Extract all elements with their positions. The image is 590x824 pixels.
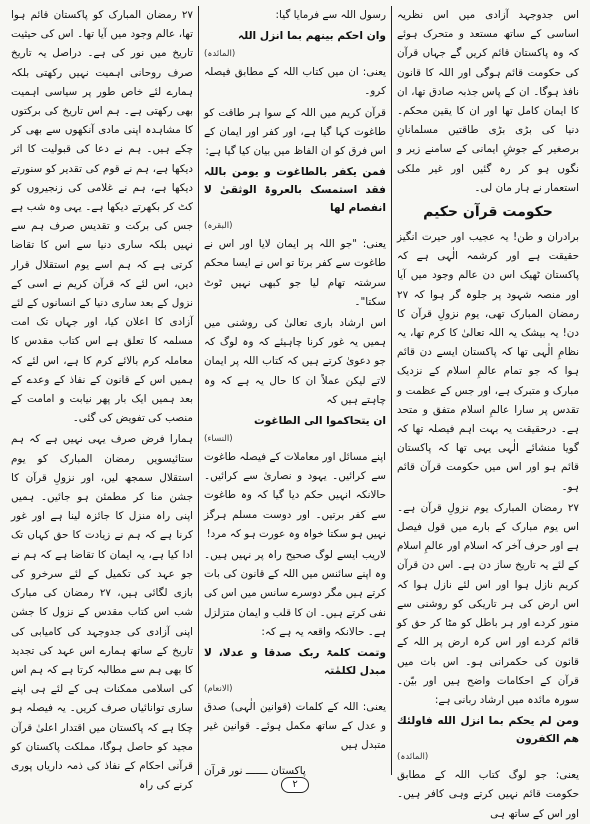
paragraph: قرآن کریم میں اللہ کے سوا ہر طاقت کو طاغوت کہا گیا ہے، اور کفر اور ایمان کے اس فرق کو ان الفاظ میں بیان کیا گیا ہے: (204, 106, 386, 158)
paragraph: اپنے مسائل اور معاملات کے فیصلہ طاغوت سے کرائیں۔ یہود و نصاریٰ سے کرائیں۔ حالانکہ انہیں حکم دیا گیا کہ وہ طاغوت سے کفر برتیں۔ اور دوست مسلم ہرگز نہیں ہو سکتا خواہ وہ عورت ہو کہ مرد! (204, 451, 386, 540)
verse-reference: (المائدہ) (397, 752, 429, 763)
text-columns (6, 6, 584, 820)
quran-verse: ومن لم يحكم بما انزل الله فاولئك هم الكفرون (397, 715, 579, 746)
paragraph: یعنی: اللہ کے کلمات (قوانین الٰہی) صدق و عدل کے ساتھ مکمل ہوئے۔ قوانین غیر متبدل ہیں (204, 701, 386, 752)
paragraph: یعنی: ان میں کتاب اللہ کے مطابق فیصلہ کرو۔ (204, 66, 386, 98)
paragraph: ہمارا فرض صرف یہی نہیں ہے کہ ہم ستائیسویں رمضان المبارک کو یوم استقلال سمجھ لیں، اور نزولِ قرآن کا جشن منا کر مطمئن ہو جائیں۔ ہمیں اپنی راہ منزل کا جائزہ لینا ہے اور غور کرنا ہے کہ ہم نے زیادت کا حق کہاں تک ادا کیا ہے، یہ ایمان کا تقاضا ہے کہ ہم نے جو عہد کی تکمیل کے لئے سرخرو کی بازی لگائی ہیں، ۲۷ رمضان کی مبارک شب اس کتاب مقدس کے نزول کا جشن اپنی آزادی کی جدوجہد کی کامیابی کی تاریخ کے ساتھ ہمارے اس عہد کی تجدید کا بھی ہم سے مطالبہ کرتا ہے کہ ہم اس کی اسلامی ممکنات ہی کے لئے ہی اپنے ساری توانائیاں صرف کریں۔ یہ فیصلہ ہو چکا ہے کہ پاکستان میں اقتدار اعلیٰ قرآن مجید کو حاصل ہوگا، مملکت پاکستان کو قرآنی احکام کے نفاذ کی ذمہ داریاں پوری کرنے کی راہ (11, 433, 193, 792)
paragraph: برادران و طن! یہ عجیب اور حیرت انگیز حقیقت ہے اور کرشمہ الٰہی ہے کہ پاکستان ٹھیک اس دن عالم وجود میں آیا اور منصہ شہود پر جلوہ گر ہوا کہ ۲۷ رمضان المبارک تھی، یوم نزولِ قرآن کا دن! یہ بیشک یہ اللہ تعالیٰ کا کرم تھا، یہ نظامِ الٰہی تھا کہ پاکستان ایسے دن قائم ہوا کہ جو تمام عالمِ اسلام کے نزدیک مبارک و متبرک ہے، اور جس کے عظمت و تقدس پر سارا عالمِ اسلام متفق و متحد ہے۔ درحقیقت یہ بہت اہم فیصلہ تھا کہ گویا منشائے الٰہی یہی تھا کہ پاکستان قائم ہو اور اس میں حکومت قرآن قائم ہو۔ (397, 231, 579, 493)
paragraph: لاریب ایسے لوگ صحیح راہ پر نہیں ہیں۔ وہ اپنے سائنس میں اللہ کے قانون کی بات کرتے ہیں مگر دوسرے سانس میں اس کی نفی کرتے ہیں۔ ان کا قلب و ایمان متزلزل ہے۔ حالانکہ واقعہ یہ ہے کہ: (204, 549, 386, 638)
verse-reference: (النساء) (204, 434, 233, 445)
section-heading: حکومت قرآن حکیم (423, 204, 553, 221)
paragraph: رسول اللہ سے فرمایا گیا: (275, 9, 386, 21)
verse-reference: (المائدہ) (204, 49, 236, 60)
middle-column (198, 6, 392, 775)
verse-reference: (الانعام) (204, 684, 233, 695)
page-number: ۲ (281, 777, 308, 793)
signature-line: پاکستان ـــــــ نور قرآن (204, 764, 306, 777)
right-column (392, 6, 584, 820)
page-footer (0, 777, 590, 793)
quran-verse: ان یتحاکموا الی الطاغوت (254, 415, 386, 428)
paragraph: اس جدوجہد آزادی میں اس نظریہ اساسی کے ساتھ مستعد و متحرک ہوئے کہ وہ پاکستان قائم کریں گے جہاں قرآن کی حکومت قائم ہوگی اور اللہ کا قانون نافذ ہوگا۔ ان کے پاس جذبہ صادق تھا، ان کا ایمان کامل تھا اور ان کا یقین محکم۔ دنیا کی بڑی بڑی طاقتیں مسلمانانِ برصغیر کے جوشِ ایمانی کے سامنے زیر و نگوں ہو کر رہ گئیں اور غیر ملکی استعمار نے ہار مان لی۔ (397, 9, 579, 194)
quran-verse: وان احکم بینھم بما انزل اللہ (238, 30, 386, 43)
paragraph: ۲۷ رمضان المبارک کو پاکستان قائم ہوا تھا، عالم وجود میں آیا تھا۔ اس کی حیثیت تاریخ میں نور کی ہے۔ دراصل یہ تاریخ صرف روحانی اہمیت نہیں رکھتی بلکہ ہمارے لئے خاص طور پر سیاسی اہمیت بھی رکھتی ہے۔ ہم اس تاریخ کی برکتوں کا مشاہدہ اپنی مادی آنکھوں سے بھی کر چکے ہیں۔ ہم نے دعا کی قبولیت کا اثر دیکھا ہے، ہم نے قوم کی تقدیر کو سنورتے دیکھا ہے، ہم نے غلامی کی زنجیروں کو کٹ کر بکھرتے دیکھا ہے۔ یہی وہ شب ہے جس کی برکت و تقدیس صرف ہم سے نہیں بلکہ ساری دنیا سے اس کا تقاضا کرتی ہے کہ ہم اسے یوم استقلال قرار دیں، اس لئے کہ قرآن کریم نے اسی کے نزول کے بعد ساری دنیا کے انسانوں کے لئے آزادی کا اعلان کیا، اور جہاں تک امت مسلمہ کا تعلق ہے اس کتاب مقدس کا معاملہ کرم بالائے کرم کا ہے، اس لئے کہ ہمیں اس کے قانون کے نفاذ کے وعدے کے بعد ہمیں ایک بار پھر نیابت و امامت کے منصب کی تفویض کی گئی۔ (11, 9, 193, 425)
quran-verse: وتمت کلمۃ ربک صدقا و عدلا، لا مبدل لکلمٰتہ (204, 647, 386, 678)
quran-verse: فمن یکفر بالطاغوت و یومن باللہ فقد استمسک بالعروۃ الوثقیٰ لا انفصام لھا (204, 166, 386, 215)
left-column (6, 6, 198, 792)
paragraph: یعنی: جو لوگ کتاب اللہ کے مطابق حکومت قائم نہیں کرتے وہی کافر ہیں۔ اور اس کے ساتھ ہی (397, 769, 579, 820)
paragraph: ۲۷ رمضان المبارک یوم نزولِ قرآن ہے۔ اس یوم مبارک کے بارے میں قول فیصل ہے اور حرف آخر کہ اسلام اور عالمِ اسلام کے لئے یہ تاریخ ساز دن ہے۔ اس دن قرآن کریم نازل ہوا اور اس لئے نازل ہوا کہ اس ارض کی ہر تاریکی کو روشنی سے منور کردے اور ہر باطل کو مٹا کر حق کو قائم کردے اور اس کرہ ارض پر اللہ کے قانون کی حکمرانی ہو۔ اس بات میں قرآن کے احکامات واضح ہیں اور بیّن۔ سورہ مائدہ میں ارشاد ربانی ہے: (397, 501, 579, 706)
paragraph: اس ارشاد باری تعالیٰ کی روشنی میں ہمیں یہ غور کرنا چاہیئے کہ وہ لوگ کہ جو دعویٰ کرتے ہیں کہ کتاب اللہ پر ایمان لاتے لیکن عملاً ان کا حال یہ ہے کہ وہ چاہتے ہیں کہ (204, 317, 386, 406)
verse-reference: (البقرہ) (204, 221, 233, 232)
paragraph: یعنی: "جو اللہ پر ایمان لایا اور اس نے طاغوت سے کفر برتا تو اس نے ایسا محکم سرشتہ تھام لیا جو کبھی نہیں ٹوٹ سکتا"۔ (204, 238, 386, 308)
